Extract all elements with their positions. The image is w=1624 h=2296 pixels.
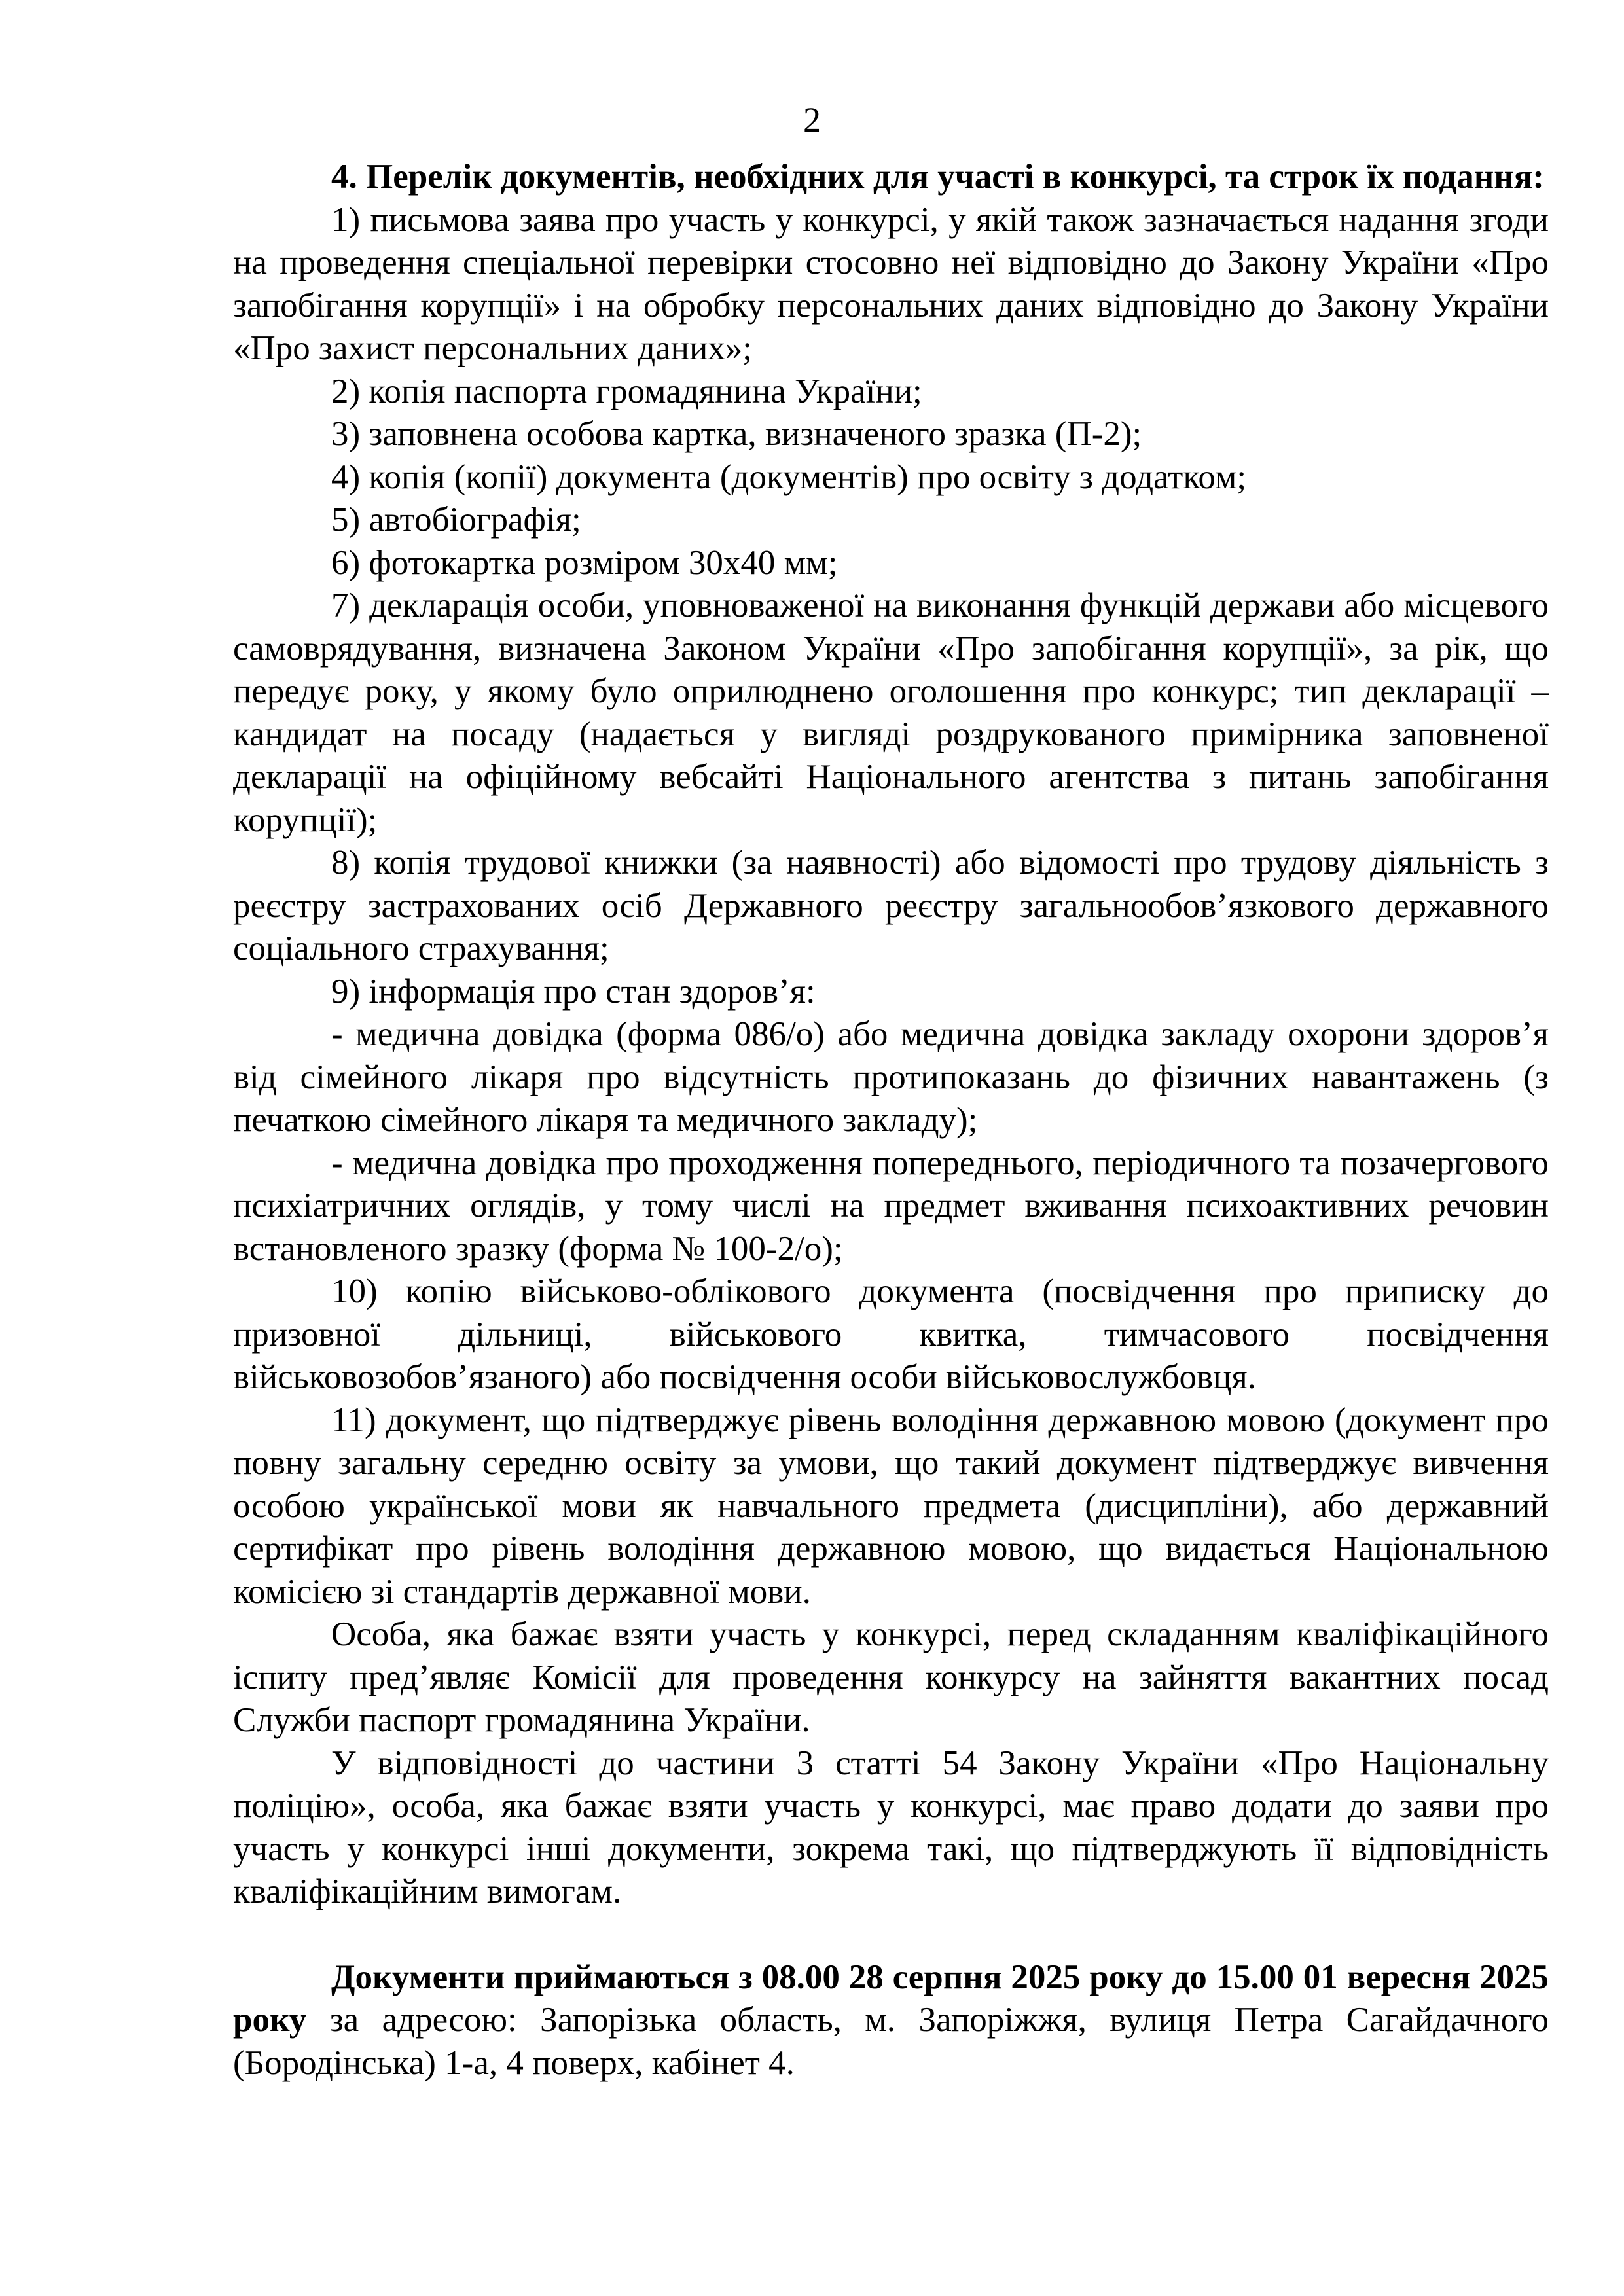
list-item: 10) копію військово-облікового документа (посвідчення про приписку до призовної дільниці, військового квитка, тимчасового посвідчення військовозобов’язаного) або посвідчення особи військовослужбовця. xyxy=(233,1272,1549,1396)
list-item: 3) заповнена особова картка, визначеного зразка (П-2); xyxy=(331,415,1142,453)
list-item: 4) копія (копії) документа (документів) про освіту з додатком; xyxy=(331,457,1247,496)
list-item: 6) фотокартка розміром 30х40 мм; xyxy=(331,543,838,582)
deadline-dates: Документи приймаються з 08.00 28 серпня 2025 року до 15.00 01 вересня 2025 року xyxy=(233,1958,1549,2039)
list-item: 7) декларація особи, уповноваженої на виконання функцій держави або місцевого самоврядування, визначена Законом України «Про запобігання корупції», за рік, що передує року, у якому було оприлюднено оголошення про конкурс; тип декларації – кандидат на посаду (надається у вигляді роздрукованого примірника заповненої декларації на офіційному вебсайті Національного агентства з питань запобігання корупції); xyxy=(233,586,1549,839)
list-item: - медична довідка про проходження попереднього, періодичного та позачергового психіатричних оглядів, у тому числі на предмет вживання психоактивних речовин встановленого зразку (форма № 100-2/о); xyxy=(233,1143,1549,1268)
list-item: 5) автобіографія; xyxy=(331,501,581,539)
deadline-address: за адресою: Запорізька область, м. Запоріжжя, вулиця Петра Сагайдачного (Бородінська) 1-а, 4 поверх, кабінет 4. xyxy=(233,2001,1549,2082)
list-item: 8) копія трудової книжки (за наявності) або відомості про трудову діяльність з реєстру застрахованих осіб Державного реєстру загальнообов’язкового державного соціального страхування; xyxy=(233,844,1549,967)
list-item: - медична довідка (форма 086/о) або медична довідка закладу охорони здоров’я від сімейного лікаря про відсутність протипоказань до фізичних навантажень (з печаткою сімейного лікаря та медичного закладу); xyxy=(233,1015,1549,1139)
section-heading: 4. Перелік документів, необхідних для участі в конкурсі, та строк їх подання: xyxy=(331,158,1545,196)
body-paragraph: Особа, яка бажає взяти участь у конкурсі, перед складанням кваліфікаційного іспиту пред’являє Комісії для проведення конкурсу на зайняття вакантних посад Служби паспорт громадянина України. xyxy=(233,1615,1549,1739)
paragraph-gap xyxy=(233,1914,1549,1956)
deadline-paragraph xyxy=(233,1956,1549,2085)
body-paragraph: У відповідності до частини 3 статті 54 Закону України «Про Національну поліцію», особа, яка бажає взяти участь у конкурсі, має право додати до заяви про участь у конкурсі інші документи, зокрема такі, що підтверджують її відповідність кваліфікаційним вимогам. xyxy=(233,1744,1549,1910)
list-item: 1) письмова заява про участь у конкурсі, у якій також зазначається надання згоди на проведення спеціальної перевірки стосовно неї відповідно до Закону України «Про запобігання корупції» і на обробку персональних даних відповідно до Закону України «Про захист персональних даних»; xyxy=(233,200,1549,367)
list-item: 2) копія паспорта громадянина України; xyxy=(331,372,922,410)
document-body xyxy=(233,156,1549,2085)
list-item: 11) документ, що підтверджує рівень володіння державною мовою (документ про повну загальну середню освіту за умови, що такий документ підтверджує вивчення особою української мови як навчального предмета (дисципліни), або державний сертифікат про рівень володіння державною мовою, що видається Національною комісією зі стандартів державної мови. xyxy=(233,1401,1549,1611)
page-number: 2 xyxy=(803,100,821,139)
list-item: 9) інформація про стан здоров’я: xyxy=(331,972,816,1011)
